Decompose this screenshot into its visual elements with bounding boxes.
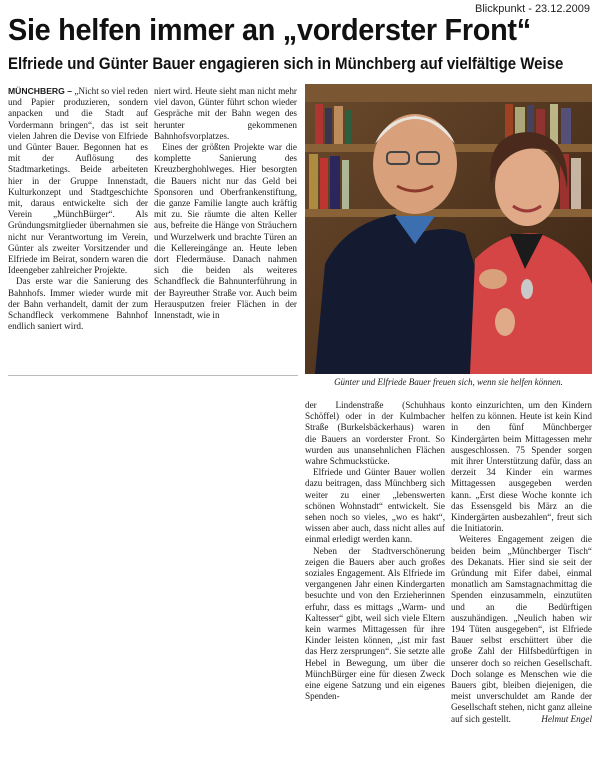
paragraph: der Lindenstraße (Schuhhaus Schöffel) oder in der Kulmbacher Straße (Burkelsbäckerhaus) waren die Bauers an vorderster Front. So wurden aus unansehnlichen Flächen wahre Schmuckstücke. (305, 400, 445, 467)
article-column-3 (305, 400, 445, 754)
article-column-1 (8, 86, 148, 376)
divider (8, 375, 298, 376)
author-byline: Helmut Engel (541, 713, 592, 724)
paragraph: Das erste war die Sanierung des Bahnhofs. Immer wieder wurde mit der Bahn verhandelt, damit der zum Schandfleck verkommene Bahnhof endlich saniert wird. (8, 276, 148, 332)
dateline: MÜNCHBERG – (8, 86, 72, 96)
paragraph: konto einzurichten, um den Kindern helfen zu können. Heute ist kein Kind in den fünf Münchberger Kindergärten beim Mittagessen mehr ausgeschlossen. 75 Spender sorgen mit ihrer Unterstützung dafür, dass an derzeit 34 Kinder ein warmes Mittagessen ausgegeben werden kann. „Erst diese Woche konnte ich das Essensgeld bis März an die Kindergärten ausbezahlen“, freut sich die Initiatorin. (451, 400, 592, 534)
headline: Sie helfen immer an „vorderster Front“ (8, 12, 531, 47)
photo-guenter-elfriede-bauer (305, 84, 592, 374)
paragraph: MÜNCHBERG – „Nicht so viel reden und Papier produzieren, sondern anpacken und die Stadt auf Vordermann bringen“, das ist seit vielen Jahren die Devise von Elfriede und Günter Bauer. Begonnen hat es mit der Auflösung des Stadtmarketings. Beide arbeiteten hier in der Gruppe Innenstadt, Kulturkonzept und Stadtgeschichte mit, daraus entwickelte sich der Verein „MünchBürger“. Als Gründungsmitglieder übernahmen sie nicht nur Verantwortung im Verein, Günter als zweiter Vorsitzender und Elfriede im Beirat, sondern waren die Ideengeber zahlreicher Projekte. (8, 86, 148, 276)
photo-illustration (305, 84, 592, 374)
article-column-4 (451, 400, 592, 754)
source-line: Blickpunkt - 23.12.2009 (475, 3, 590, 15)
subheadline: Elfriede und Günter Bauer engagieren sich in Münchberg auf vielfältige Weise (8, 55, 564, 73)
paragraph: Eines der größten Projekte war die komplette Sanierung des Kreuzberghohlweges. Hier besorgten die Bauers nicht nur das Geld bei Sponsoren und Oberfrankenstiftung, die ganze Familie langte auch kräftig mit zu. Sie räumte die alten Keller aus, befreite die Hänge von Sträuchern und Wurzelwerk und brachte Türen an die Kellereingänge an. Heute leben dort Fledermäuse. Danach nahmen sich die beiden als weiteres Schandfleck die Bahnunterführung in der Bayreuther Straße vor. Auch beim Herausputzen freier Flächen in der Innenstadt, wie in (154, 142, 297, 321)
paragraph: Elfriede und Günter Bauer wollen dazu beitragen, dass Münchberg sich weiter zu einer „lebenswerten schönen Wohnstadt“ entwickelt. Sie sehen noch so vieles, „wo es hakt“, wissen aber auch, dass nicht alles auf einmal erledigt werden kann. (305, 467, 445, 545)
paragraph: Weiteres Engagement zeigen die beiden beim „Münchberger Tisch“ des Dekanats. Hier sind sie seit der Gründung mit Eifer dabei, einmal monatlich am Samstagnachmittag die Spenden einzusammeln, einzutüten und an die Bedürftigen auszuhändigen. „Neulich haben wir 194 Tüten ausgegeben“, ist Elfriede Bauer selbst erschüttert über die große Zahl der Hilfsbedürftigen in unserer doch so reichen Gesellschaft. Doch solange es Menschen wie die Bauers gibt, bleiben diejenigen, die meist unverschuldet am Rande der Gesellschaft stehen, nicht ganz alleine auf sich gestellt. Helmut Engel (451, 534, 592, 724)
photo-caption: Günter und Elfriede Bauer freuen sich, wenn sie helfen können. (334, 377, 563, 387)
article-column-2 (154, 86, 297, 376)
paragraph: Neben der Stadtverschönerung zeigen die Bauers aber auch großes soziales Engagement. Als Elfriede im vergangenen Jahr einen Kindergarten besuchte und von den Erzieherinnen erfuhr, dass es mittags „Warm- und Kaltesser“ gibt, weil sich viele Eltern kein warmes Mittagessen für ihre Kinder leisten können, „ist mir fast das Herz zersprungen“. Sie setzte alle Hebel in Bewegung, um über die MünchBürger eine für diesen Zweck eine eigene Satzung und ein eigenes Spenden- (305, 545, 445, 702)
paragraph: niert wird. Heute sieht man nicht mehr viel davon, Günter führt schon wieder Gespräche mit der Bahn wegen des herunter gekommenen Bahnhofsvorplatzes. (154, 86, 297, 141)
